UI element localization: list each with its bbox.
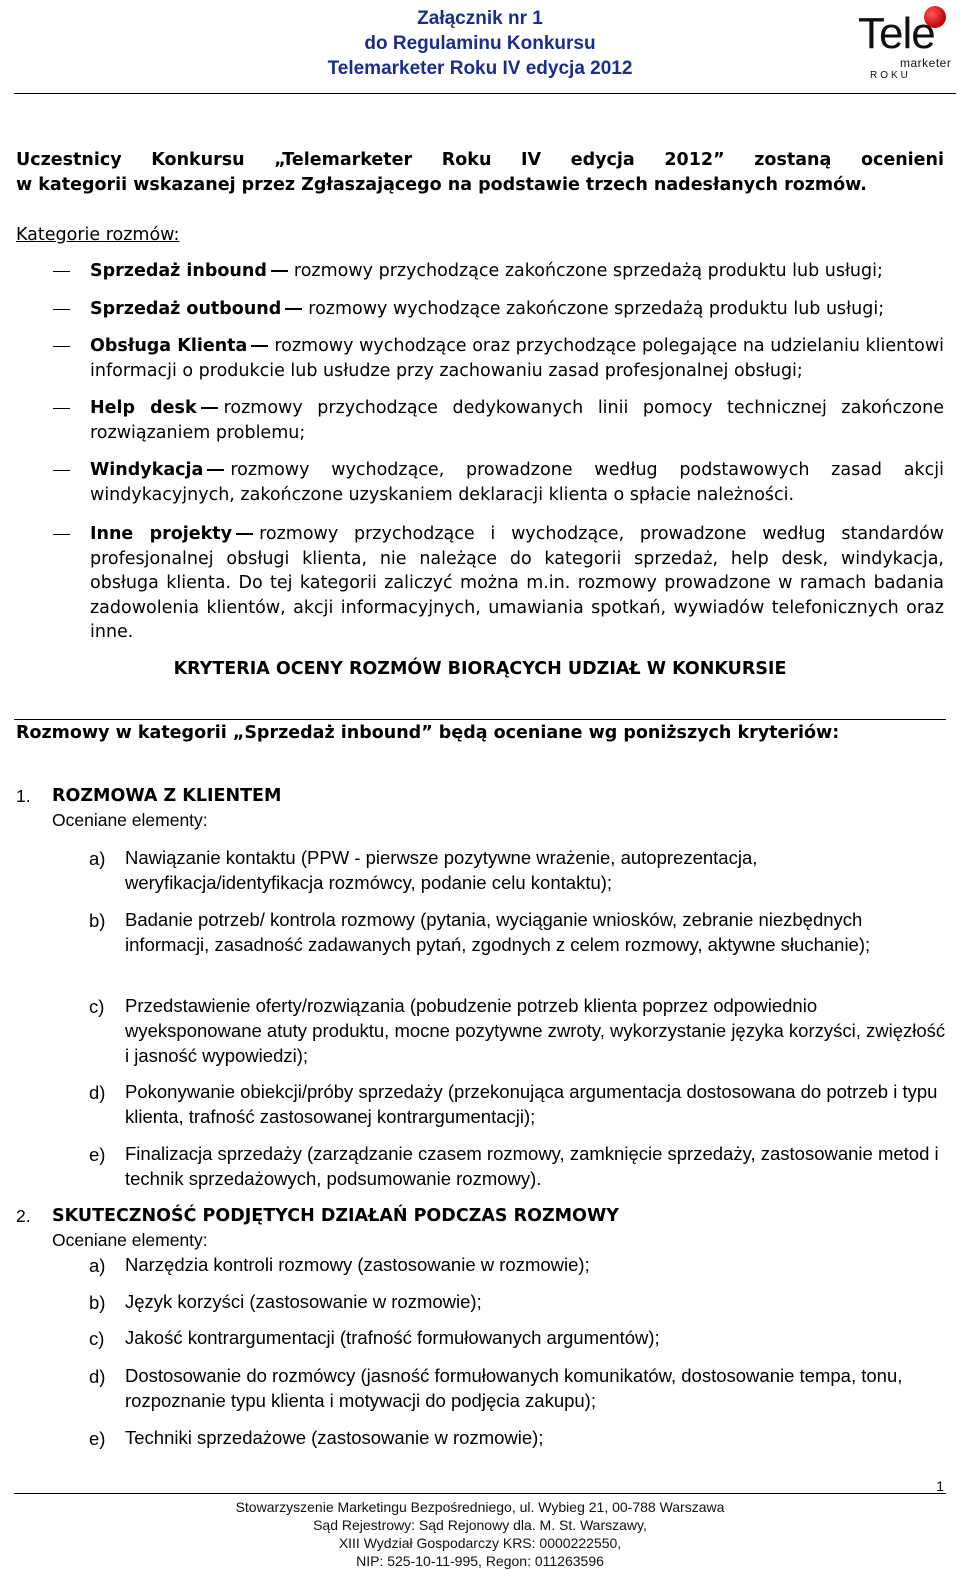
item-letter: c) bbox=[89, 1328, 105, 1349]
section-subheading: Oceniane elementy: bbox=[52, 810, 208, 830]
header-divider bbox=[14, 93, 956, 94]
section-title: ROZMOWA Z KLIENTEM bbox=[52, 786, 282, 806]
page-footer bbox=[0, 1498, 960, 1570]
telemarketer-roku-logo bbox=[852, 2, 952, 86]
dash-separator bbox=[251, 345, 268, 347]
item-letter: d) bbox=[89, 1082, 106, 1103]
list-item: Język korzyści (zastosowanie w rozmowie); bbox=[125, 1291, 482, 1312]
attachment-title-line3: Telemarketer Roku IV edycja 2012 bbox=[327, 58, 633, 79]
footer-divider bbox=[14, 1493, 946, 1494]
item-letter: b) bbox=[89, 1292, 106, 1313]
item-letter: e) bbox=[89, 1144, 106, 1165]
intro-line-1: Uczestnicy Konkursu „Telemarketer Roku IV edycja 2012” zostaną ocenieni bbox=[16, 150, 944, 170]
section-number: 1. bbox=[16, 786, 31, 806]
bullet-dash bbox=[53, 346, 70, 347]
footer-line: Sąd Rejestrowy: Sąd Rejonowy dla. M. St. Warszawy, bbox=[313, 1517, 647, 1533]
item-letter: e) bbox=[89, 1428, 106, 1449]
attachment-title-line1: Załącznik nr 1 bbox=[417, 8, 543, 29]
list-item: Nawiązanie kontaktu (PPW - pierwsze pozytywne wrażenie, autoprezentacja, weryfikacja/identyfikacja rozmówcy, podanie celu kontaktu); bbox=[125, 847, 758, 893]
category-name: Sprzedaż inbound bbox=[90, 261, 267, 281]
category-name: Windykacja bbox=[90, 460, 204, 480]
attachment-title-line2: do Regulaminu Konkursu bbox=[364, 33, 596, 54]
page-header bbox=[0, 0, 960, 96]
intro-line-2: w kategorii wskazanej przez Zgłaszającego na podstawie trzech nadesłanych rozmów. bbox=[16, 175, 867, 195]
bullet-dash bbox=[53, 534, 70, 535]
section-title: SKUTECZNOŚĆ PODJĘTYCH DZIAŁAŃ PODCZAS ROZMOWY bbox=[52, 1206, 619, 1226]
bullet-dash bbox=[53, 408, 70, 409]
dash-separator bbox=[236, 533, 253, 535]
category-item bbox=[90, 396, 944, 445]
bullet-dash bbox=[53, 309, 70, 310]
dash-separator bbox=[201, 407, 218, 409]
footer-line: NIP: 525-10-11-995, Regon: 011263596 bbox=[356, 1553, 604, 1569]
list-item: Badanie potrzeb/ kontrola rozmowy (pytania, wyciąganie wniosków, zebranie niezbędnych informacji, zasadność zadawanych pytań, zgodnych z celem rozmowy, aktywne słuchanie); bbox=[125, 909, 871, 955]
categories-heading: Kategorie rozmów: bbox=[16, 225, 180, 245]
section-subheading: Oceniane elementy: bbox=[52, 1230, 208, 1250]
logo-tele-text: Tele bbox=[858, 9, 935, 58]
list-item: Finalizacja sprzedaży (zarządzanie czasem rozmowy, zamknięcie sprzedaży, zastosowanie metod i technik sprzedażowych, podsumowanie rozmowy). bbox=[125, 1143, 939, 1189]
list-item: Narzędzia kontroli rozmowy (zastosowanie w rozmowie); bbox=[125, 1254, 590, 1275]
section-number: 2. bbox=[16, 1206, 31, 1226]
item-letter: a) bbox=[89, 1255, 106, 1276]
list-item: Przedstawienie oferty/rozwiązania (pobudzenie potrzeb klienta poprzez odpowiednio wyeksponowane atuty produktu, mocne pozytywne zwroty, wykorzystanie języka korzyści, zwięzłość i jasność wypowiedzi); bbox=[125, 995, 946, 1066]
dash-separator bbox=[271, 270, 288, 272]
category-desc: rozmowy przychodzące zakończone sprzedażą produktu lub usługi; bbox=[293, 261, 883, 281]
category-desc: rozmowy wychodzące oraz przychodzące polegające na udzielaniu klientowi informacji o produkcie lub usłudze przy zachowaniu zasad profesjonalnej obsługi; bbox=[90, 336, 944, 381]
category-name: Sprzedaż outbound bbox=[90, 299, 282, 319]
page-number: 1 bbox=[936, 1478, 944, 1494]
dash-separator bbox=[285, 308, 302, 310]
list-item: Dostosowanie do rozmówcy (jasność formułowanych komunikatów, dostosowanie tempa, tonu, rozpoznanie typu klienta i motywacji do podjęcia zakupu); bbox=[125, 1365, 903, 1411]
category-item bbox=[90, 297, 944, 322]
item-letter: c) bbox=[89, 996, 105, 1017]
item-letter: a) bbox=[89, 848, 106, 869]
list-item: Pokonywanie obiekcji/próby sprzedaży (przekonująca argumentacja dostosowana do potrzeb i typu klienta, trafność zastosowanej kontrargumentacji); bbox=[125, 1081, 938, 1127]
category-name: Obsługa Klienta bbox=[90, 336, 248, 356]
item-letter: b) bbox=[89, 910, 106, 931]
category-item bbox=[90, 259, 944, 284]
category-name: Help desk bbox=[90, 398, 197, 418]
bullet-dash bbox=[53, 271, 70, 272]
list-item: Techniki sprzedażowe (zastosowanie w rozmowie); bbox=[125, 1427, 544, 1448]
category-item bbox=[90, 522, 944, 645]
dash-separator bbox=[207, 469, 224, 471]
list-item: Jakość kontrargumentacji (trafność formułowanych argumentów); bbox=[125, 1327, 660, 1348]
category-item bbox=[90, 334, 944, 383]
category-desc: rozmowy przychodzące dedykowanych linii pomocy technicznej zakończone rozwiązaniem problemu; bbox=[90, 398, 944, 443]
footer-line: XIII Wydział Gospodarczy KRS: 0000222550, bbox=[338, 1535, 622, 1551]
logo-roku-text: ROKU bbox=[870, 70, 911, 81]
criteria-heading: KRYTERIA OCENY ROZMÓW BIORĄCYCH UDZIAŁ W KONKURSIE bbox=[173, 659, 787, 679]
category-name: Inne projekty bbox=[90, 524, 233, 544]
inbound-criteria-heading: Rozmowy w kategorii „Sprzedaż inbound” będą oceniane wg poniższych kryteriów: bbox=[16, 723, 840, 743]
category-item bbox=[90, 458, 944, 507]
attachment-title bbox=[180, 6, 780, 81]
footer-line: Stowarzyszenie Marketingu Bezpośredniego, ul. Wybieg 21, 00-788 Warszawa bbox=[235, 1499, 725, 1515]
category-desc: rozmowy przychodzące i wychodzące, prowadzone według standardów profesjonalnej obsługi klienta, nie należące do kategorii sprzedaż, help desk, windykacja, obsługa klienta. Do tej kategorii zaliczyć można m.in. rozmowy prowadzone w ramach badania zadowolenia klientów, akcji informacyjnych, umawiania spotkań, wywiadów telefonicznych oraz inne. bbox=[90, 524, 944, 643]
item-letter: d) bbox=[89, 1366, 106, 1387]
bullet-dash bbox=[53, 470, 70, 471]
category-desc: rozmowy wychodzące, prowadzone według podstawowych zasad akcji windykacyjnych, zakończone uzyskaniem deklaracji klienta o spłacie należności. bbox=[90, 460, 944, 505]
logo-marketer-text: marketer bbox=[900, 56, 952, 70]
section-divider bbox=[14, 719, 946, 720]
category-desc: rozmowy wychodzące zakończone sprzedażą produktu lub usługi; bbox=[308, 299, 885, 319]
